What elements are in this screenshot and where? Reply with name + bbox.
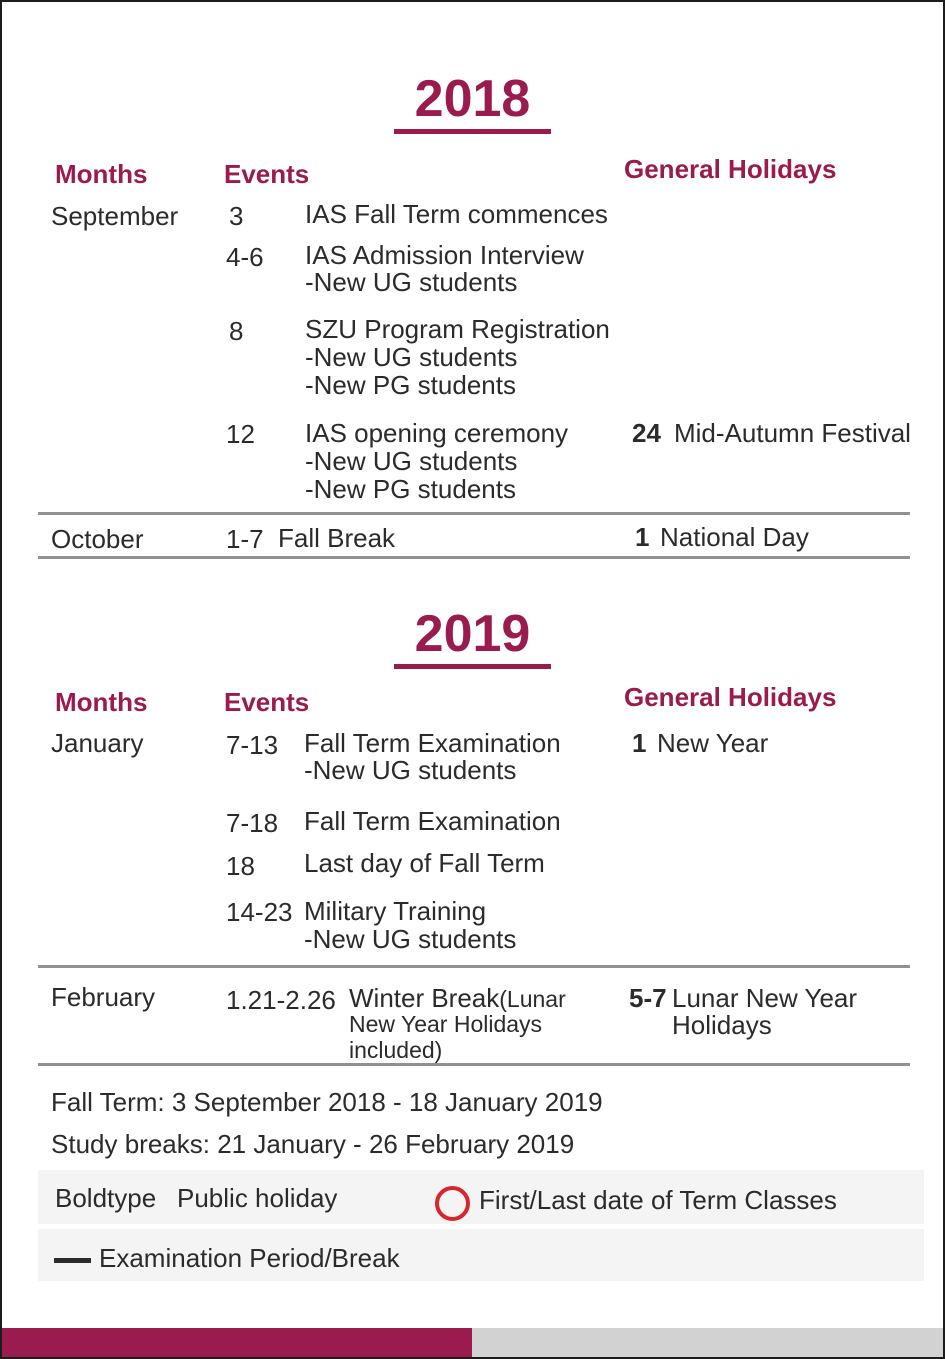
event-line: -New UG students (305, 267, 518, 297)
event-line: -New PG students (305, 370, 516, 400)
event-line: New Year Holidays (349, 1011, 543, 1037)
event-line: IAS Admission Interview (305, 240, 584, 270)
event-date: 4-6 (226, 242, 264, 272)
legend-bold-label: Boldtype (55, 1183, 157, 1213)
legend-line-desc: Examination Period/Break (99, 1243, 400, 1273)
year-2019-heading (2, 607, 943, 669)
holiday-name: Mid-Autumn Festival (674, 418, 911, 448)
event-date: 12 (226, 419, 255, 449)
legend-bold-desc: Public holiday (177, 1183, 338, 1213)
column-header-events-2018: Events (224, 159, 310, 189)
event-line: Military Training (304, 896, 487, 926)
event-line: -New UG students (305, 446, 518, 476)
event-line: -New UG students (304, 755, 517, 785)
event-date: 7-18 (226, 808, 279, 838)
legend-circle-desc: First/Last date of Term Classes (479, 1185, 837, 1215)
footer-bar-gray (472, 1328, 943, 1357)
holiday-name: Holidays (672, 1010, 772, 1040)
month-label-september: September (51, 201, 179, 231)
period-line-icon (54, 1258, 91, 1263)
event-line: included) (349, 1037, 443, 1063)
month-label-january: January (51, 728, 144, 758)
event-line: -New UG students (304, 924, 517, 954)
column-header-holidays-2019: General Holidays (624, 682, 837, 712)
holiday-date: 1 (635, 522, 650, 552)
summary-fall-term: Fall Term: 3 September 2018 - 18 January 2019 (51, 1087, 603, 1117)
holiday-name: Lunar New Year (672, 983, 858, 1013)
event-date: 1-7 (226, 524, 264, 554)
holiday-name: New Year (657, 728, 769, 758)
column-header-events-2019: Events (224, 687, 310, 717)
divider-line (38, 965, 910, 968)
month-label-february: February (51, 982, 156, 1012)
event-date: 3 (229, 201, 244, 231)
month-label-october: October (51, 524, 144, 554)
event-line: Last day of Fall Term (304, 848, 545, 878)
column-header-months-2019: Months (55, 687, 148, 717)
event-date: 18 (226, 851, 255, 881)
footer-bar-maroon (2, 1328, 472, 1357)
event-line: IAS Fall Term commences (305, 199, 608, 229)
holiday-name: National Day (660, 522, 809, 552)
summary-study-breaks: Study breaks: 21 January - 26 February 2019 (51, 1129, 575, 1159)
event-line-main: Winter Break (349, 983, 500, 1013)
event-line-note: (Lunar (499, 986, 566, 1012)
event-line: Fall Break (278, 523, 396, 553)
event-date: 7-13 (226, 730, 279, 760)
divider-line (38, 512, 910, 515)
year-title-2019: 2019 (394, 607, 552, 669)
event-line: SZU Program Registration (305, 314, 610, 344)
holiday-date: 1 (632, 728, 647, 758)
divider-line (38, 556, 910, 559)
event-line: -New PG students (305, 474, 516, 504)
year-title-2018: 2018 (394, 72, 552, 134)
year-2018-heading (2, 72, 943, 134)
event-line: IAS opening ceremony (305, 418, 569, 448)
column-header-months-2018: Months (55, 159, 148, 189)
event-date: 1.21-2.26 (226, 985, 336, 1015)
column-header-holidays-2018: General Holidays (624, 154, 837, 184)
event-date: 14-23 (226, 897, 293, 927)
event-line: -New UG students (305, 342, 518, 372)
event-line: Fall Term Examination (304, 728, 561, 758)
term-class-circle-icon (435, 1186, 470, 1221)
event-date: 8 (229, 316, 244, 346)
divider-line (38, 1063, 910, 1066)
event-line (349, 984, 566, 1012)
event-line: Fall Term Examination (304, 806, 561, 836)
holiday-date: 5-7 (629, 983, 667, 1013)
holiday-date: 24 (632, 418, 661, 448)
